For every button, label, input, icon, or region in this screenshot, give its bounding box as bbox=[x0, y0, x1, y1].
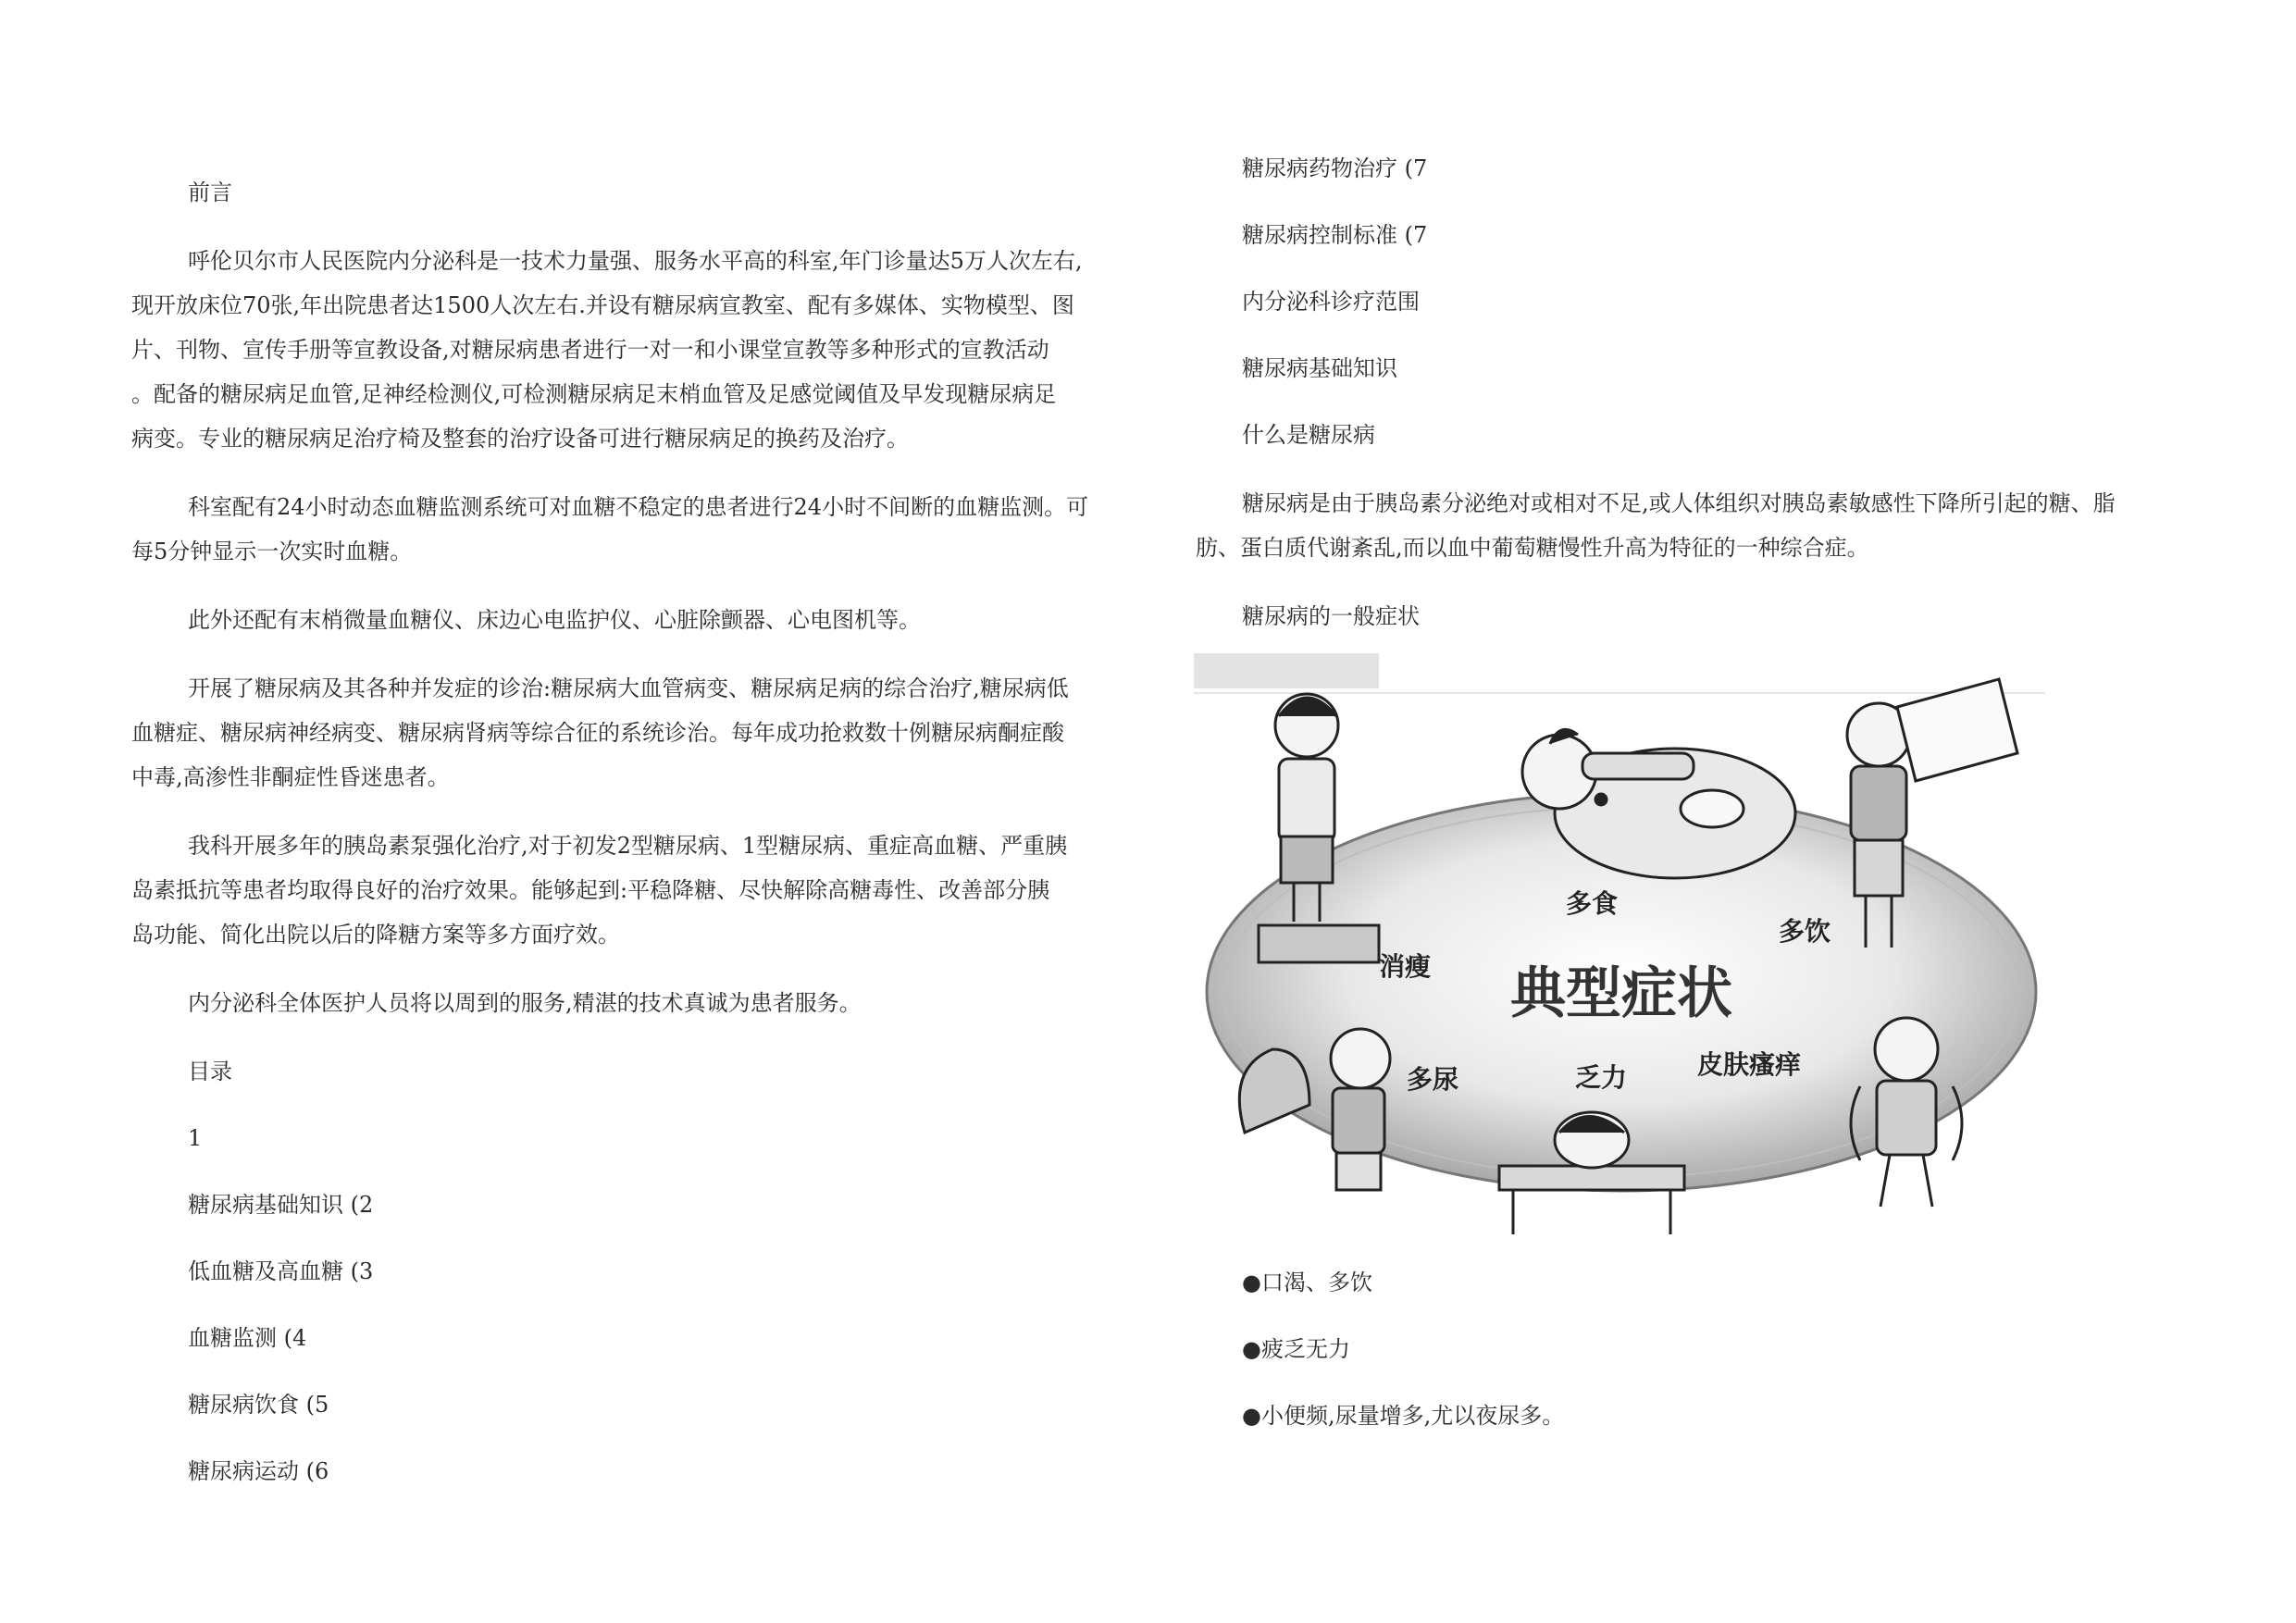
definition-line-2: 肪、蛋白质代谢紊乱,而以血中葡萄糖慢性升高为特征的一种综合症。 bbox=[1196, 535, 1869, 561]
symptom-label: 皮肤瘙痒 bbox=[1696, 1049, 1802, 1080]
symptom-bullet: ●口渴、多饮 bbox=[1242, 1270, 1372, 1295]
preface-title: 前言 bbox=[188, 180, 232, 205]
equipment-paragraph: 此外还配有末梢微量血糖仪、床边心电监护仪、心脏除颤器、心电图机等。 bbox=[188, 607, 921, 633]
intro-line-1: 呼伦贝尔市人民医院内分泌科是一技术力量强、服务水平高的科室,年门诊量达5万人次左右, bbox=[188, 248, 1083, 274]
intro-line-5: 病变。专业的糖尿病足治疗椅及整套的治疗设备可进行糖尿病足的换药及治疗。 bbox=[131, 426, 909, 452]
toc-item: 血糖监测 (4 bbox=[188, 1325, 307, 1351]
monitor-line-2: 每5分钟显示一次实时血糖。 bbox=[131, 539, 413, 564]
intro-line-3: 片、刊物、宣传手册等宣教设备,对糖尿病患者进行一对一和小课堂宣教等多种形式的宣教活动 bbox=[131, 337, 1049, 363]
symptom-bullet: ●小便频,尿量增多,尤以夜尿多。 bbox=[1242, 1403, 1565, 1429]
pump-line-3: 岛功能、简化出院以后的降糖方案等多方面疗效。 bbox=[131, 922, 620, 948]
symptoms-heading: 糖尿病的一般症状 bbox=[1242, 603, 1420, 629]
symptom-illustration bbox=[1194, 651, 2049, 1240]
toc-item: 1 bbox=[188, 1125, 203, 1151]
diagnosis-line-2: 血糖症、糖尿病神经病变、糖尿病肾病等综合征的系统诊治。每年成功抢救数十例糖尿病酮症酸 bbox=[131, 720, 1064, 746]
intro-line-2: 现开放床位70张,年出院患者达1500人次左右.并设有糖尿病宣教室、配有多媒体、实物模型、图 bbox=[131, 292, 1074, 318]
what-is-diabetes-heading: 什么是糖尿病 bbox=[1242, 422, 1375, 448]
definition-line-1: 糖尿病是由于胰岛素分泌绝对或相对不足,或人体组织对胰岛素敏感性下降所引起的糖、脂 bbox=[1242, 490, 2116, 516]
toc-item: 糖尿病控制标准 (7 bbox=[1242, 222, 1428, 248]
intro-line-4: 。配备的糖尿病足血管,足神经检测仪,可检测糖尿病足末梢血管及足感觉阈值及早发现糖尿病足 bbox=[131, 381, 1057, 407]
toc-item: 糖尿病饮食 (5 bbox=[188, 1392, 329, 1418]
symptom-label: 多尿 bbox=[1406, 1064, 1459, 1095]
toc-item: 糖尿病药物治疗 (7 bbox=[1242, 155, 1428, 181]
symptom-label: 乏力 bbox=[1574, 1062, 1628, 1093]
symptom-label: 多饮 bbox=[1778, 916, 1831, 947]
diagnosis-line-3: 中毒,高渗性非酮症性昏迷患者。 bbox=[131, 764, 450, 790]
toc-title: 目录 bbox=[188, 1059, 232, 1084]
toc-item: 糖尿病基础知识 (2 bbox=[188, 1192, 374, 1218]
basics-heading: 糖尿病基础知识 bbox=[1242, 355, 1397, 381]
symptom-bullet: ●疲乏无力 bbox=[1242, 1336, 1350, 1362]
monitor-line-1: 科室配有24小时动态血糖监测系统可对血糖不稳定的患者进行24小时不间断的血糖监测。可 bbox=[188, 494, 1089, 520]
pump-line-1: 我科开展多年的胰岛素泵强化治疗,对于初发2型糖尿病、1型糖尿病、重症高血糖、严重胰 bbox=[188, 833, 1068, 859]
toc-item: 糖尿病运动 (6 bbox=[188, 1458, 329, 1484]
center-title: 典型症状 bbox=[1510, 961, 1732, 1026]
toc-item: 低血糖及高血糖 (3 bbox=[188, 1258, 374, 1284]
symptom-label: 多食 bbox=[1565, 888, 1619, 919]
diagnosis-line-1: 开展了糖尿病及其各种并发症的诊治:糖尿病大血管病变、糖尿病足病的综合治疗,糖尿病低 bbox=[188, 675, 1069, 701]
pump-line-2: 岛素抵抗等患者均取得良好的治疗效果。能够起到:平稳降糖、尽快解除高糖毒性、改善部分胰 bbox=[131, 877, 1050, 903]
symptom-label: 消瘦 bbox=[1378, 951, 1432, 982]
service-paragraph: 内分泌科全体医护人员将以周到的服务,精湛的技术真诚为患者服务。 bbox=[188, 990, 862, 1016]
toc-item: 内分泌科诊疗范围 bbox=[1242, 289, 1420, 315]
